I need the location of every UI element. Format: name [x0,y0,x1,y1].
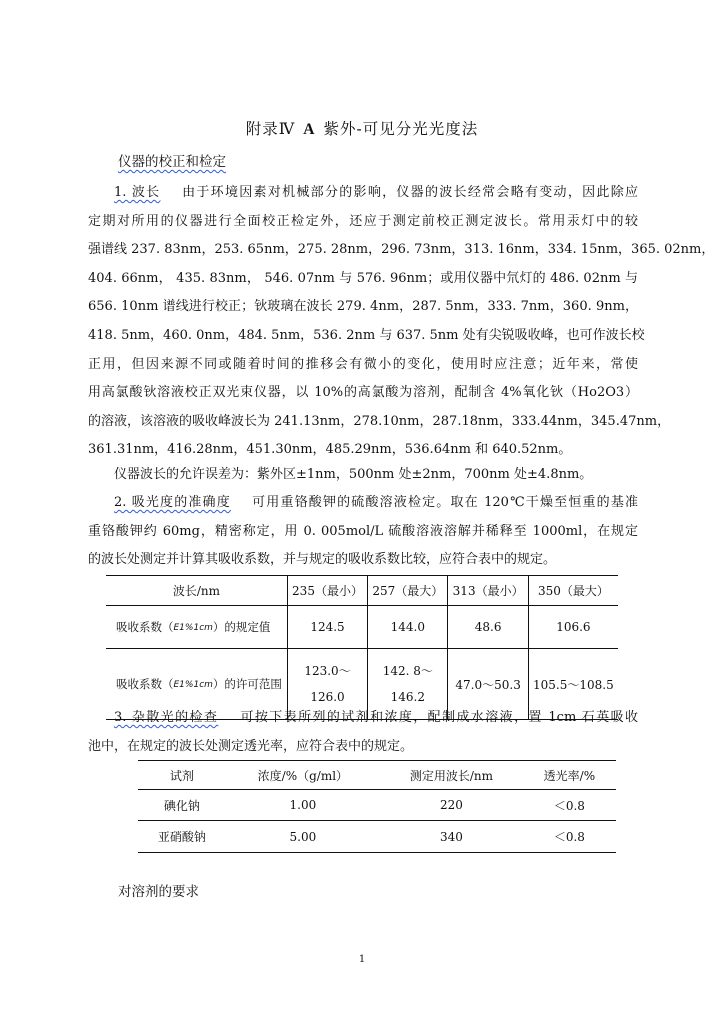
table-cell: 碘化钠 [138,790,226,821]
section-heading-calibration-text: 仪器的校正和检定 [118,154,226,170]
tolerance-paragraph [88,461,638,490]
table-header-row [106,576,618,606]
paragraph-line: 418. 5nm，460. 0nm，484. 5nm，536. 2nm 与 637. 5nm 处有尖锐吸收峰，也可作波长校 [88,327,645,343]
paragraph-line: 池中，在规定的波长处测定透光率，应符合表中的规定。 [88,738,414,754]
table-cell: 106.6 [528,606,618,649]
table-cell: 142. 8～ 146.2 [368,649,448,720]
table-cell: 105.5～108.5 [528,649,618,720]
page-number: 1 [358,954,366,965]
table-cell: 1.00 [226,790,380,821]
paragraph-line: 404. 66nm， 435. 83nm， 546. 07nm 与 576. 96nm；或用仪器中氘灯的 486. 02nm 与 [88,270,638,286]
stray-light-paragraph [88,704,638,761]
absorption-coefficient-symbol: E1%1cm [173,679,213,690]
wavelength-paragraph [88,179,715,465]
page-title [0,117,724,139]
table-header-cell: 313（最小） [448,576,528,606]
paragraph-line: 3. 杂散光的检查 可按下表所列的试剂和浓度，配制成水溶液，置 1cm 石英吸收 [114,710,639,725]
table-header-cell: 235（最小） [287,576,367,606]
table-header-cell: 350（最大） [528,576,618,606]
row-label: 吸收系数（E1%1cm）的许可范围 [116,677,282,691]
table-header-cell: 透光率/% [523,761,616,790]
table-row [106,606,618,649]
row-label: 吸收系数（E1%1cm）的规定值 [106,606,287,649]
absorbance-label: 2. 吸光度的准确度 [114,495,231,510]
table-header-cell: 浓度/%（g/ml） [226,761,380,790]
table-cell: 5.00 [289,829,317,844]
table-cell: 47.0～50.3 [448,649,528,720]
wavelength-label: 1. 波长 [114,185,161,200]
stray-light-label: 3. 杂散光的检查 [114,710,219,725]
paragraph-line: 656. 10nm 谱线进行校正；钬玻璃在波长 279. 4nm，287. 5nm，333. 7nm，360. 9nm， [88,299,638,315]
table-cell: 123.0～ 126.0 [287,649,367,720]
paragraph-line: 定期对所用的仪器进行全面校正检定外，还应于测定前校正测定波长。常用汞灯中的较 [88,213,638,229]
table-cell: ＜0.8 [553,830,585,844]
paragraph-line: 361.31nm，416.28nm，451.30nm，485.29nm，536.64nm 和 640.52nm。 [88,442,572,458]
table-header-cell: 257（最大） [368,576,448,606]
paragraph-line: 用高氯酸钬溶液校正双光束仪器，以 10%的高氯酸为溶剂，配制含 4%氧化钬（Ho2O3） [88,385,638,401]
absorption-coefficient-symbol: E1%1cm [173,622,213,633]
paragraph-line: 正用，但因来源不同或随着时间的推移会有微小的变化，使用时应注意；近年来，常使 [88,356,638,372]
table-cell: 124.5 [287,606,367,649]
table-cell: 亚硝酸钠 [157,830,206,844]
table-row [138,821,616,853]
paragraph-line: 的波长处测定并计算其吸收系数，并与规定的吸收系数比较，应符合表中的规定。 [88,552,557,568]
paragraph-line: 2. 吸光度的准确度 可用重铬酸钾的硫酸溶液检定。取在 120℃干燥至恒重的基准 [114,495,638,510]
absorbance-paragraph [88,489,638,575]
stray-light-table [138,760,616,853]
section-heading-calibration [118,150,226,170]
table-cell: 144.0 [368,606,448,649]
absorbance-table [106,575,618,720]
table-header-cell: 波长/nm [106,576,287,606]
paragraph-line: 的溶液，该溶液的吸收峰波长为 241.13nm，278.10nm，287.18nm，333.44nm，345.47nm， [88,413,671,429]
title-prefix: 附录Ⅳ [245,120,296,138]
table-header-cell: 测定用波长/nm [380,761,523,790]
table-header-row [138,761,616,790]
table-header-cell: 试剂 [138,761,226,790]
table-cell: 48.6 [448,606,528,649]
title-letter: A [303,121,316,138]
paragraph-line: 1. 波长 由于环境因素对机械部分的影响，仪器的波长经常会略有变动，因此除应 [114,185,638,200]
section-heading-solvent: 对溶剂的要求 [118,884,199,900]
table-cell: 340 [439,829,463,844]
paragraph-line: 重铬酸钾约 60mg，精密称定，用 0. 005mol/L 硫酸溶液溶解并稀释至 1000ml，在规定 [88,523,638,539]
title-main: 紫外-可见分光光度法 [323,120,479,138]
table-cell: ＜0.8 [523,790,616,821]
tolerance-line: 仪器波长的允许误差为：紫外区±1nm，500nm 处±2nm，700nm 处±4.8nm。 [114,467,593,482]
paragraph-line: 强谱线 237. 83nm，253. 65nm，275. 28nm，296. 73nm，313. 16nm，334. 15nm，365. 02nm， [88,242,715,258]
table-row [138,790,616,821]
table-cell: 220 [380,790,523,821]
